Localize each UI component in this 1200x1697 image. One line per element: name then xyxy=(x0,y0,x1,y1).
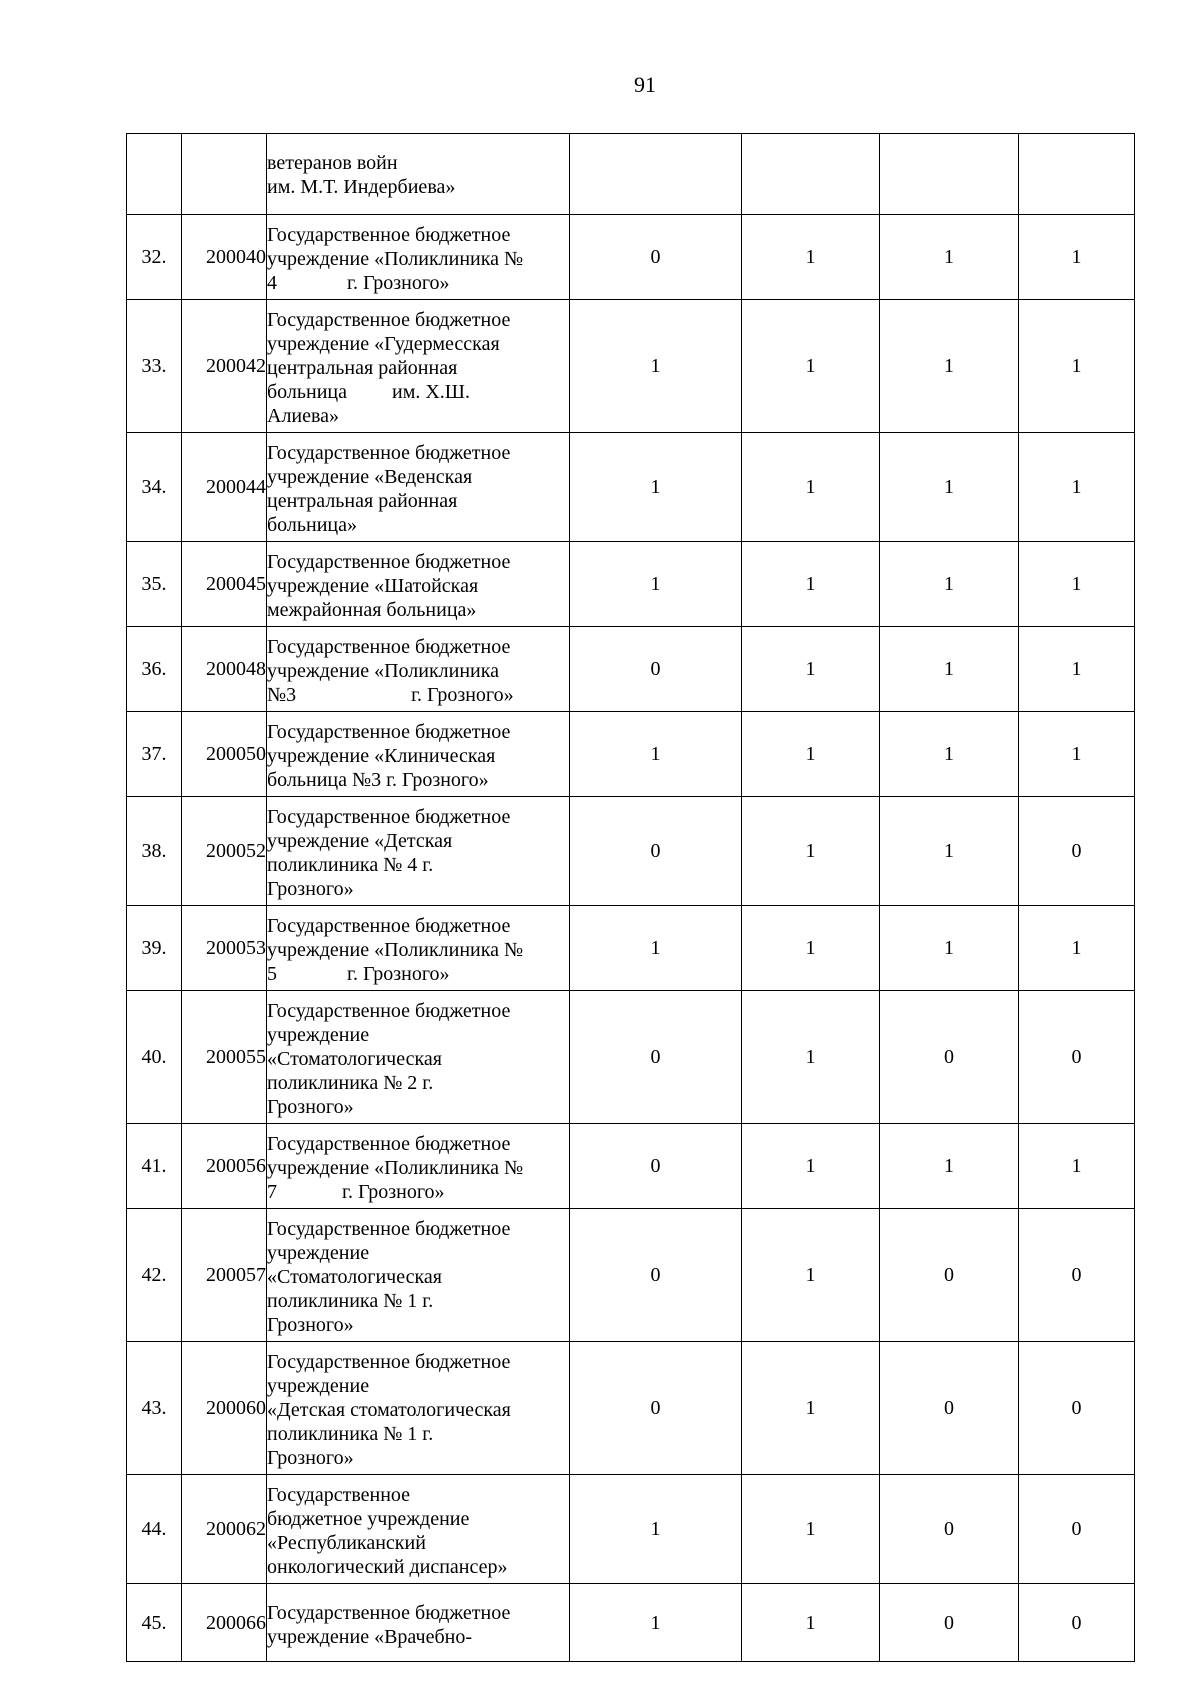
value-cell-v1: 1 xyxy=(570,712,742,797)
institution-name-line: поликлиника № 1 г. xyxy=(267,1423,434,1445)
value-cell-v3: 1 xyxy=(880,433,1019,542)
institution-code: 200066 xyxy=(182,1584,267,1662)
institution-code: 200040 xyxy=(182,215,267,300)
institution-name-line: бюджетное учреждение xyxy=(267,1508,470,1530)
row-number: 42. xyxy=(127,1209,182,1342)
institution-code: 200056 xyxy=(182,1124,267,1209)
value-cell-v1: 0 xyxy=(570,991,742,1124)
row-number: 36. xyxy=(127,627,182,712)
value-cell-v3: 0 xyxy=(880,1584,1019,1662)
institution-name-line: учреждение «Врачебно- xyxy=(267,1625,472,1648)
value-cell-v1 xyxy=(570,134,742,215)
institution-name xyxy=(267,215,570,300)
institution-name-line: Государственное бюджетное xyxy=(267,1133,511,1155)
institutions-table xyxy=(126,133,1135,1662)
institution-name-line: «Детская стоматологическая xyxy=(267,1399,511,1421)
row-number: 43. xyxy=(127,1342,182,1475)
value-cell-v1: 0 xyxy=(570,1342,742,1475)
value-cell-v2: 1 xyxy=(742,1584,880,1662)
institution-name-line: больница» xyxy=(267,514,357,536)
row-number: 32. xyxy=(127,215,182,300)
value-cell-v3: 0 xyxy=(880,1475,1019,1584)
value-cell-v2: 1 xyxy=(742,433,880,542)
value-cell-v4: 1 xyxy=(1019,627,1135,712)
institution-name-line: учреждение xyxy=(267,1024,370,1046)
value-cell-v3: 1 xyxy=(880,627,1019,712)
institution-name-line: учреждение «Поликлиника xyxy=(267,660,500,682)
institution-name-line: Государственное бюджетное xyxy=(267,806,511,828)
institution-name-line: онкологический диспансер» xyxy=(267,1556,508,1578)
institution-name xyxy=(267,134,570,215)
institution-name xyxy=(267,542,570,627)
institution-code: 200055 xyxy=(182,991,267,1124)
institution-name xyxy=(267,797,570,906)
institution-name-line: Государственное бюджетное xyxy=(267,1000,511,1022)
institution-name xyxy=(267,991,570,1124)
table-row xyxy=(127,1584,1135,1662)
value-cell-v3: 0 xyxy=(880,991,1019,1124)
row-number: 37. xyxy=(127,712,182,797)
institution-name xyxy=(267,1584,570,1662)
institution-name-line: Государственное бюджетное xyxy=(267,309,511,331)
institution-name-line: учреждение xyxy=(267,1242,370,1264)
table-row xyxy=(127,542,1135,627)
institution-code: 200060 xyxy=(182,1342,267,1475)
row-number: 40. xyxy=(127,991,182,1124)
table-row xyxy=(127,134,1135,215)
institution-name xyxy=(267,300,570,433)
table-body xyxy=(127,134,1135,1662)
value-cell-v3: 1 xyxy=(880,797,1019,906)
institution-code xyxy=(182,134,267,215)
value-cell-v2: 1 xyxy=(742,627,880,712)
value-cell-v4: 0 xyxy=(1019,1475,1135,1584)
institution-code: 200045 xyxy=(182,542,267,627)
institution-name-line: Алиева» xyxy=(267,405,340,427)
institution-name-line: больница №3 г. Грозного» xyxy=(267,769,489,791)
value-cell-v2: 1 xyxy=(742,906,880,991)
value-cell-v3: 1 xyxy=(880,300,1019,433)
institution-code: 200052 xyxy=(182,797,267,906)
value-cell-v1: 1 xyxy=(570,542,742,627)
value-cell-v4: 1 xyxy=(1019,906,1135,991)
value-cell-v1: 0 xyxy=(570,215,742,300)
institution-name-line: межрайонная больница» xyxy=(267,599,477,621)
value-cell-v2: 1 xyxy=(742,215,880,300)
value-cell-v4: 1 xyxy=(1019,300,1135,433)
table-row xyxy=(127,627,1135,712)
institution-name-line: Государственное бюджетное xyxy=(267,551,511,573)
institution-name-line: учреждение xyxy=(267,1375,370,1397)
institution-name xyxy=(267,1475,570,1584)
row-number xyxy=(127,134,182,215)
institution-name-line: Грозного» xyxy=(267,1096,354,1118)
institution-name-line: 7 г. Грозного» xyxy=(267,1181,445,1203)
institution-code: 200048 xyxy=(182,627,267,712)
value-cell-v1: 0 xyxy=(570,627,742,712)
value-cell-v1: 0 xyxy=(570,797,742,906)
institution-code: 200050 xyxy=(182,712,267,797)
table-row xyxy=(127,215,1135,300)
institution-name-line: центральная районная xyxy=(267,357,458,379)
institution-name-line: им. М.Т. Индербиева» xyxy=(267,176,456,198)
institution-name xyxy=(267,1124,570,1209)
institution-name-line: 4 г. Грозного» xyxy=(267,272,450,294)
institution-name-line: Государственное бюджетное xyxy=(267,442,511,464)
institution-name xyxy=(267,1342,570,1475)
table-row xyxy=(127,1209,1135,1342)
institution-name-line: учреждение «Поликлиника № xyxy=(267,248,524,270)
value-cell-v4: 1 xyxy=(1019,542,1135,627)
row-number: 35. xyxy=(127,542,182,627)
value-cell-v1: 1 xyxy=(570,1475,742,1584)
institution-name-line: Государственное бюджетное xyxy=(267,1601,511,1624)
value-cell-v2: 1 xyxy=(742,712,880,797)
institution-name-line: учреждение «Веденская xyxy=(267,466,473,488)
institution-name-line: №3 г. Грозного» xyxy=(267,684,514,706)
institution-name-line: учреждение «Поликлиника № xyxy=(267,939,524,961)
institution-name-line: Государственное бюджетное xyxy=(267,721,511,743)
institution-name-line: учреждение «Шатойская xyxy=(267,575,479,597)
table-row xyxy=(127,712,1135,797)
institution-name-line: «Стоматологическая xyxy=(267,1048,442,1070)
institution-name xyxy=(267,627,570,712)
value-cell-v2: 1 xyxy=(742,300,880,433)
value-cell-v2: 1 xyxy=(742,1475,880,1584)
value-cell-v2: 1 xyxy=(742,991,880,1124)
value-cell-v4: 1 xyxy=(1019,215,1135,300)
value-cell-v1: 0 xyxy=(570,1124,742,1209)
institution-name-line: больница им. Х.Ш. xyxy=(267,381,470,403)
value-cell-v4: 0 xyxy=(1019,1584,1135,1662)
row-number: 38. xyxy=(127,797,182,906)
institution-name-line: 5 г. Грозного» xyxy=(267,963,450,985)
table-row xyxy=(127,433,1135,542)
institution-name-line: поликлиника № 4 г. xyxy=(267,854,434,876)
value-cell-v2: 1 xyxy=(742,1124,880,1209)
row-number: 34. xyxy=(127,433,182,542)
value-cell-v3: 0 xyxy=(880,1342,1019,1475)
value-cell-v4: 0 xyxy=(1019,1342,1135,1475)
table-row xyxy=(127,991,1135,1124)
value-cell-v3: 0 xyxy=(880,1209,1019,1342)
table-row xyxy=(127,797,1135,906)
value-cell-v2: 1 xyxy=(742,797,880,906)
value-cell-v3: 1 xyxy=(880,542,1019,627)
value-cell-v1: 1 xyxy=(570,300,742,433)
institution-name xyxy=(267,906,570,991)
institution-name-line: учреждение «Гудермесская xyxy=(267,333,500,355)
institution-name-line: Грозного» xyxy=(267,878,354,900)
value-cell-v3: 1 xyxy=(880,906,1019,991)
institution-code: 200057 xyxy=(182,1209,267,1342)
institution-name-line: Государственное бюджетное xyxy=(267,915,511,937)
page-number: 91 xyxy=(634,72,656,97)
institution-name-line: учреждение «Детская xyxy=(267,830,453,852)
institution-name xyxy=(267,712,570,797)
institution-name-line: учреждение «Клиническая xyxy=(267,745,496,767)
value-cell-v4: 0 xyxy=(1019,797,1135,906)
institution-code: 200044 xyxy=(182,433,267,542)
value-cell-v4: 0 xyxy=(1019,991,1135,1124)
value-cell-v1: 1 xyxy=(570,1584,742,1662)
row-number: 33. xyxy=(127,300,182,433)
institution-code: 200062 xyxy=(182,1475,267,1584)
institution-code: 200053 xyxy=(182,906,267,991)
institution-name-line: центральная районная xyxy=(267,490,458,512)
institution-name xyxy=(267,1209,570,1342)
institution-name-line: Грозного» xyxy=(267,1314,354,1336)
value-cell-v4 xyxy=(1019,134,1135,215)
institution-name-line: Государственное бюджетное xyxy=(267,636,511,658)
value-cell-v1: 1 xyxy=(570,906,742,991)
row-number: 45. xyxy=(127,1584,182,1662)
institution-name-line: поликлиника № 2 г. xyxy=(267,1072,434,1094)
institution-name-line: Государственное бюджетное xyxy=(267,1218,511,1240)
institution-name-line: Грозного» xyxy=(267,1447,354,1469)
row-number: 44. xyxy=(127,1475,182,1584)
value-cell-v1: 1 xyxy=(570,433,742,542)
value-cell-v3: 1 xyxy=(880,1124,1019,1209)
value-cell-v4: 1 xyxy=(1019,1124,1135,1209)
institution-name-line: Государственное xyxy=(267,1484,411,1506)
value-cell-v3: 1 xyxy=(880,712,1019,797)
value-cell-v4: 0 xyxy=(1019,1209,1135,1342)
institution-name-line: «Стоматологическая xyxy=(267,1266,442,1288)
value-cell-v4: 1 xyxy=(1019,712,1135,797)
institution-name xyxy=(267,433,570,542)
value-cell-v2: 1 xyxy=(742,542,880,627)
table-row xyxy=(127,1342,1135,1475)
institution-name-line: Государственное бюджетное xyxy=(267,1351,511,1373)
value-cell-v2: 1 xyxy=(742,1209,880,1342)
institution-name-line: учреждение «Поликлиника № xyxy=(267,1157,524,1179)
value-cell-v4: 1 xyxy=(1019,433,1135,542)
value-cell-v3: 1 xyxy=(880,215,1019,300)
institution-name-line: «Республиканский xyxy=(267,1532,426,1554)
value-cell-v1: 0 xyxy=(570,1209,742,1342)
value-cell-v2: 1 xyxy=(742,1342,880,1475)
value-cell-v3 xyxy=(880,134,1019,215)
institution-code: 200042 xyxy=(182,300,267,433)
table-row xyxy=(127,906,1135,991)
row-number: 39. xyxy=(127,906,182,991)
table-row xyxy=(127,1475,1135,1584)
value-cell-v2 xyxy=(742,134,880,215)
row-number: 41. xyxy=(127,1124,182,1209)
institution-name-line: Государственное бюджетное xyxy=(267,224,511,246)
table-row xyxy=(127,300,1135,433)
table-row xyxy=(127,1124,1135,1209)
institution-name-line: поликлиника № 1 г. xyxy=(267,1290,434,1312)
institution-name-line: ветеранов войн xyxy=(267,152,398,174)
